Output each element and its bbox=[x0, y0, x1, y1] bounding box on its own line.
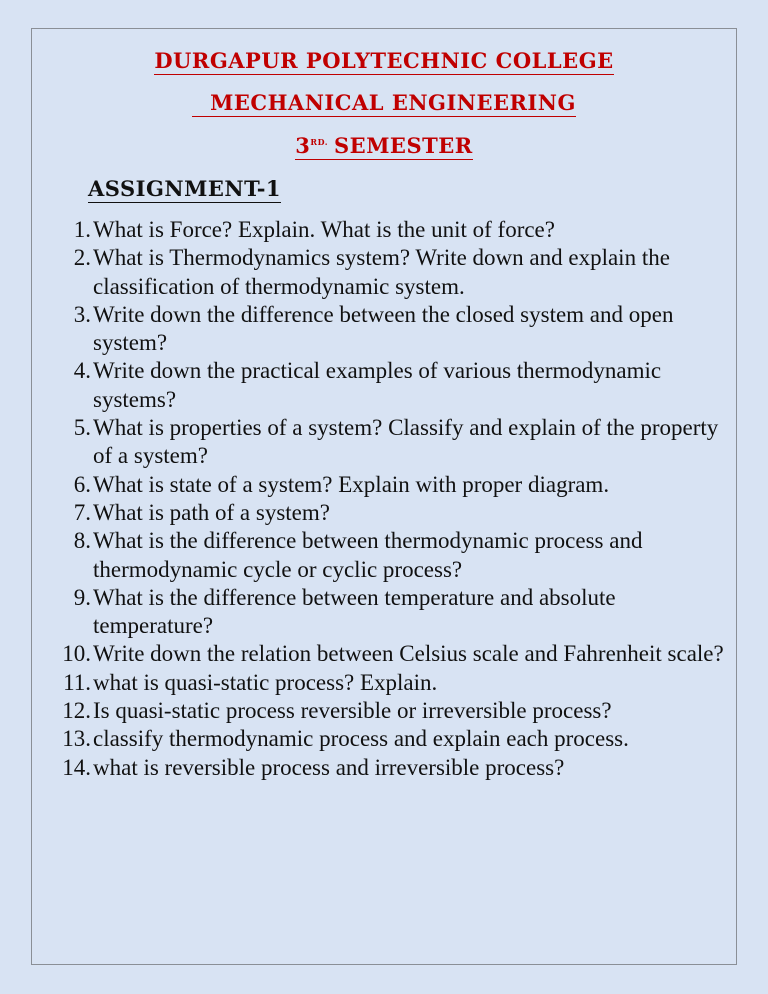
question-number: 8. bbox=[73, 528, 91, 554]
question-text: Write down the relation between Celsius scale and Fahrenheit scale? bbox=[93, 641, 724, 667]
semester-word: SEMESTER bbox=[334, 133, 473, 158]
assignment-heading-text: ASSIGNMENT-1 bbox=[88, 176, 282, 201]
semester-title bbox=[0, 133, 768, 159]
college-title-text: DURGAPUR POLYTECHNIC COLLEGE bbox=[154, 48, 614, 73]
question-number: 1. bbox=[73, 217, 91, 242]
question-text: What is Thermodynamics system? Write down and explain the classification of thermodynamic system. bbox=[93, 245, 670, 299]
question-text: Write down the practical examples of various thermodynamic systems? bbox=[93, 358, 662, 412]
college-title bbox=[0, 48, 768, 74]
question-item bbox=[62, 216, 732, 244]
semester-suffix: RD. bbox=[310, 137, 329, 147]
question-item bbox=[62, 725, 732, 753]
department-title bbox=[0, 90, 768, 116]
assignment-heading bbox=[88, 176, 281, 202]
question-text: What is Force? Explain. What is the unit of force? bbox=[93, 217, 555, 242]
question-item bbox=[62, 471, 732, 499]
question-text: Is quasi-static process reversible or irreversible process? bbox=[93, 698, 612, 724]
question-number: 3. bbox=[73, 301, 91, 327]
question-item bbox=[62, 640, 732, 668]
question-item bbox=[62, 697, 732, 725]
question-item bbox=[62, 527, 732, 584]
question-text: What is the difference between thermodynamic process and thermodynamic cycle or cyclic process? bbox=[93, 528, 643, 582]
semester-title-text bbox=[295, 133, 472, 160]
question-number: 12. bbox=[62, 698, 91, 724]
question-text: Write down the difference between the closed system and open system? bbox=[93, 301, 674, 356]
question-number: 10. bbox=[62, 641, 91, 667]
question-number: 5. bbox=[73, 415, 91, 441]
question-text: What is state of a system? Explain with proper diagram. bbox=[93, 471, 610, 497]
question-text: What is properties of a system? Classify and explain of the property of a system? bbox=[93, 415, 719, 469]
question-number: 11. bbox=[63, 669, 91, 695]
question-number: 6. bbox=[73, 471, 91, 497]
semester-number: 3 bbox=[295, 133, 311, 158]
question-item bbox=[62, 584, 732, 641]
question-item bbox=[62, 301, 732, 358]
question-number: 2. bbox=[73, 245, 91, 271]
question-text: What is path of a system? bbox=[93, 499, 330, 525]
question-text: what is quasi-static process? Explain. bbox=[93, 669, 438, 695]
question-number: 13. bbox=[62, 726, 91, 752]
question-number: 14. bbox=[62, 754, 91, 780]
question-item bbox=[62, 669, 732, 697]
question-number: 9. bbox=[73, 584, 91, 610]
question-text: What is the difference between temperature and absolute temperature? bbox=[93, 584, 616, 639]
question-item bbox=[62, 244, 732, 301]
question-item bbox=[62, 414, 732, 471]
question-list bbox=[62, 216, 732, 782]
department-title-text: MECHANICAL ENGINEERING bbox=[192, 90, 576, 117]
question-number: 7. bbox=[73, 499, 91, 525]
question-number: 4. bbox=[73, 358, 91, 384]
question-item bbox=[62, 499, 732, 527]
question-item bbox=[62, 357, 732, 414]
question-text: classify thermodynamic process and explain each process. bbox=[93, 726, 629, 752]
question-item bbox=[62, 754, 732, 782]
question-text: what is reversible process and irreversible process? bbox=[93, 754, 565, 780]
